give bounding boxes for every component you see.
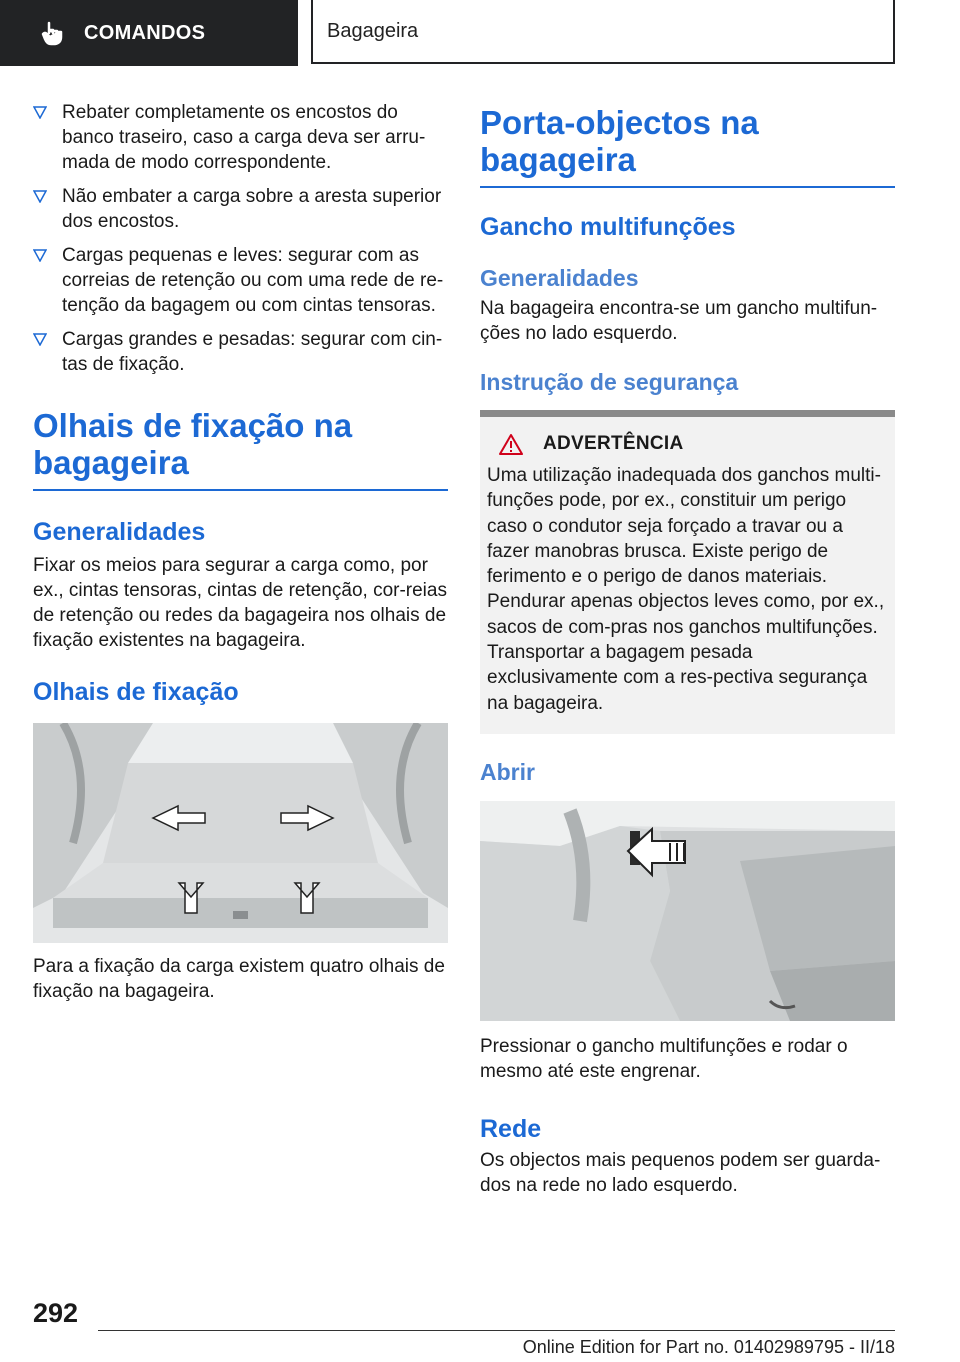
general-heading: Generalidades: [480, 265, 639, 291]
section-tab-label: COMANDOS: [84, 21, 206, 44]
bullet-text: Rebater completamente os encostos do banco traseiro, caso a carga deva ser arru-mada de modo correspondente.: [62, 102, 426, 173]
left-column: [33, 100, 448, 1004]
bullet-text: Cargas pequenas e leves: segurar com as correias de retenção ou com uma rede de re-tenção da bagagem ou com cintas tensoras.: [62, 245, 444, 316]
bullet-item: [33, 327, 448, 377]
eyelets-heading: Olhais de fixação: [33, 678, 239, 706]
edition-note: Online Edition for Part no. 01402989795 - II/18: [522, 1337, 895, 1357]
section-left: [33, 407, 448, 491]
general-heading: Generalidades: [33, 518, 206, 546]
safety-heading: Instrução de segurança: [480, 369, 739, 395]
section-title: Porta-objectos na bagageira: [480, 104, 759, 178]
general-text: Na bagageira encontra-se um gancho multifun-ções no lado esquerdo.: [480, 298, 878, 344]
hook-heading: Gancho multifunções: [480, 213, 736, 241]
warning-box: [480, 410, 895, 734]
triangle-bullet-icon: [33, 249, 47, 262]
net-heading: Rede: [480, 1114, 542, 1143]
breadcrumb: [311, 0, 895, 64]
bullet-text: Cargas grandes e pesadas: segurar com cin-tas de fixação.: [62, 329, 443, 375]
multifunction-hook-photo: [480, 801, 895, 1021]
section-rule: [480, 186, 895, 188]
page-number: 292: [33, 1298, 79, 1328]
section-title: Olhais de fixação na bagageira: [33, 407, 353, 481]
section-rule: [33, 489, 448, 491]
bullet-item: [33, 243, 448, 318]
eyelets-caption: Para a fixação da carga existem quatro olhais de fixação na bagageira.: [33, 956, 445, 1002]
bullet-text: Não embater a carga sobre a aresta superior dos encostos.: [62, 186, 442, 232]
right-column: [480, 100, 895, 1198]
general-text: Fixar os meios para segurar a carga como, por ex., cintas tensoras, cintas de retenção, cor-reias de retenção ou redes da bagageira nos olhais de fixação existentes na bagageira.: [33, 555, 447, 651]
bullet-list: [33, 100, 448, 377]
warning-title-label: ADVERTÊNCIA: [543, 433, 684, 454]
bullet-item: [33, 184, 448, 234]
section-right: [480, 104, 895, 188]
hand-pointer-icon: [40, 20, 66, 46]
breadcrumb-label: Bagageira: [327, 19, 419, 42]
warning-triangle-icon: [499, 433, 523, 455]
open-heading: Abrir: [480, 758, 535, 785]
triangle-bullet-icon: [33, 106, 47, 119]
triangle-bullet-icon: [33, 190, 47, 203]
net-text: Os objectos mais pequenos podem ser guarda-dos na rede no lado esquerdo.: [480, 1149, 881, 1196]
triangle-bullet-icon: [33, 333, 47, 346]
warning-text: Uma utilização inadequada dos ganchos multi-funções pode, por ex., constituir um perigo caso o condutor seja forçado a travar ou a fazer manobras brusca. Existe perigo de ferimento e o perigo de danos materiais. Pendurar apenas objectos leves como, por ex., sacos de com-pras nos ganchos multifunções. Transportar a bagagem pesada exclusivamente com a res-pectiva segurança na bagageira.: [487, 465, 885, 714]
trunk-eyelets-photo: [33, 723, 448, 943]
open-caption: Pressionar o gancho multifunções e rodar o mesmo até este engrenar.: [480, 1035, 848, 1082]
warning-title: [499, 433, 887, 455]
bullet-item: [33, 100, 448, 175]
section-tab: [0, 0, 298, 66]
footer-rule: [98, 1330, 895, 1331]
